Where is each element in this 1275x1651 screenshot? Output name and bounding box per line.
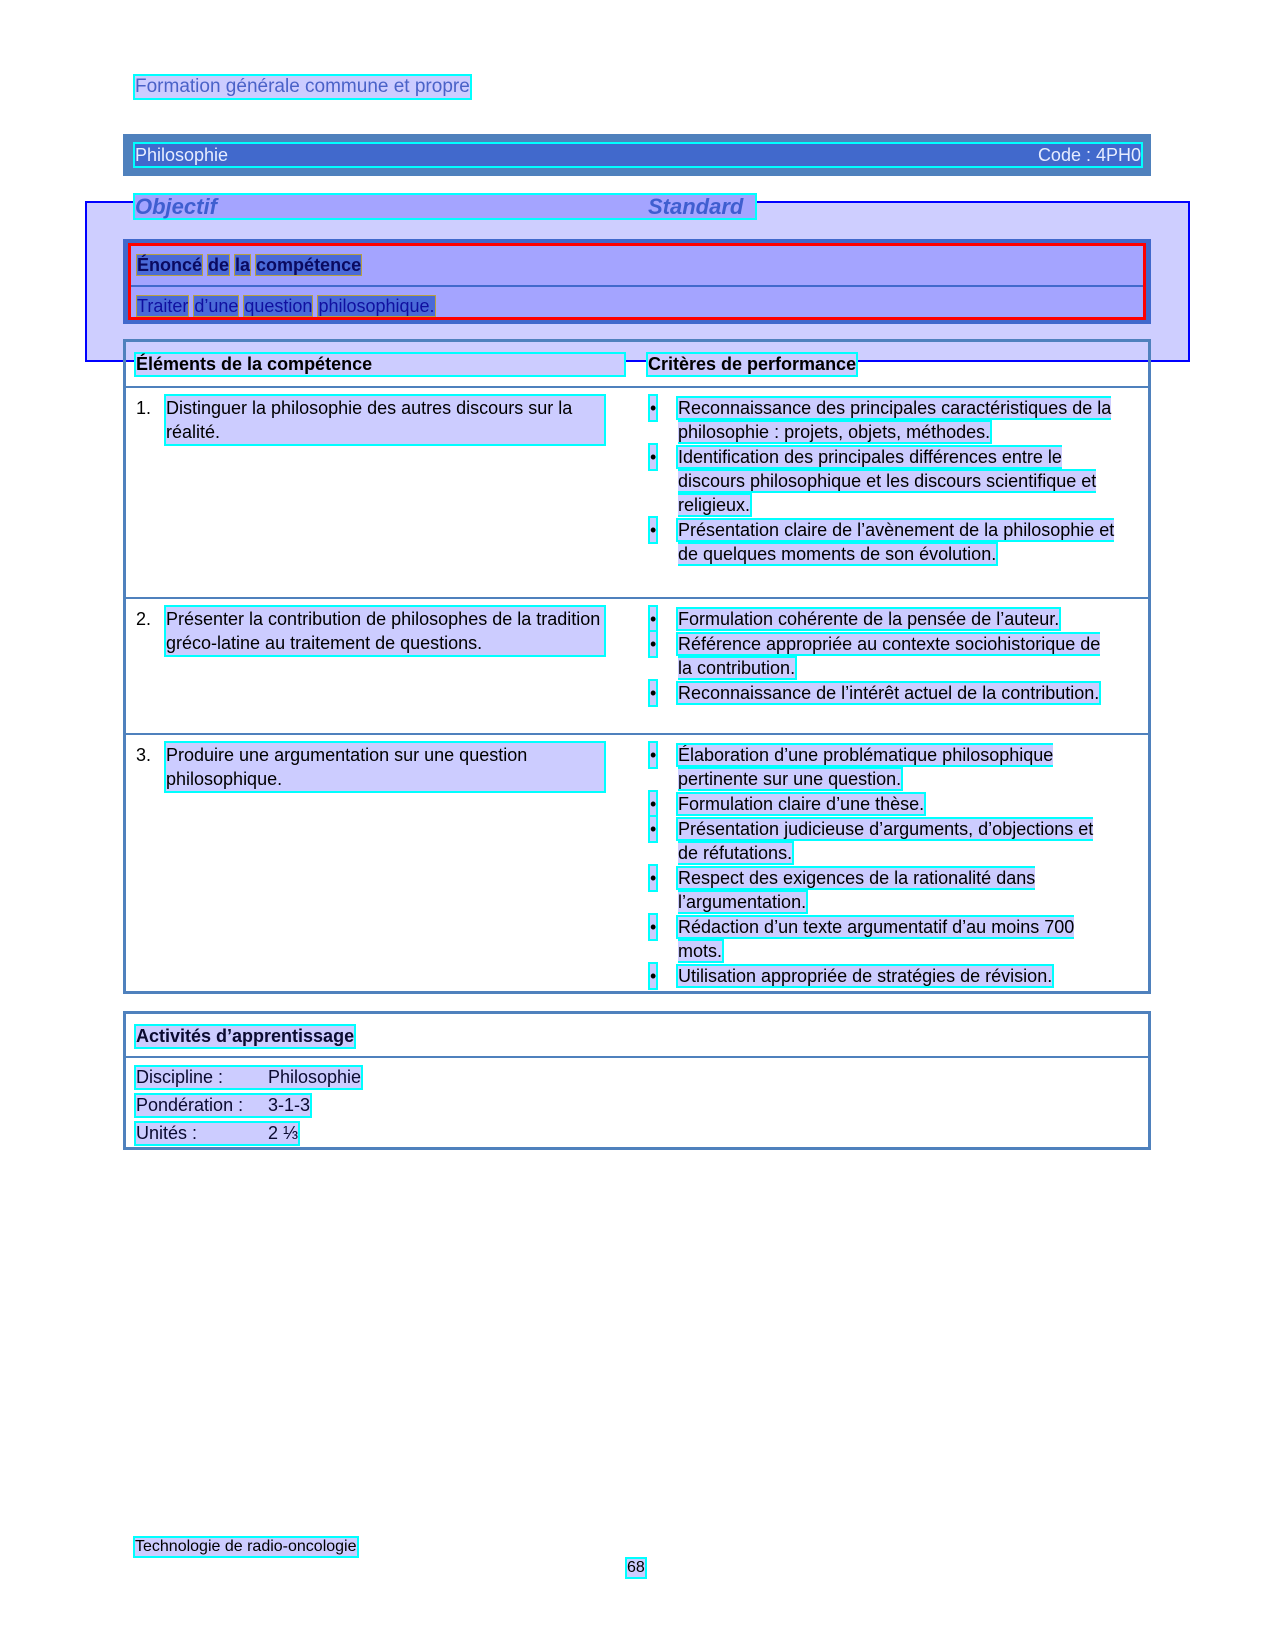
bullet-icon: • <box>650 609 657 629</box>
label: Pondération : <box>136 1095 244 1115</box>
word: philosophique. <box>318 296 435 316</box>
criterion-item <box>648 681 1118 705</box>
word: question <box>244 296 313 316</box>
element-text: Présenter la contribution de philosophes de la tradition gréco-latine au traitement de questions. <box>166 607 604 655</box>
criteria-list <box>648 607 1118 706</box>
word: compétence <box>256 255 362 275</box>
criteria-list <box>648 396 1118 567</box>
element-number: 3. <box>136 745 152 765</box>
criterion-text: Référence appropriée au contexte sociohistorique de la contribution. <box>678 634 1101 678</box>
word: de <box>208 255 230 275</box>
value: 3-1-3 <box>268 1095 311 1115</box>
bullet-icon: • <box>650 520 657 540</box>
competence-box <box>123 239 1151 324</box>
criterion-item <box>648 632 1118 680</box>
bullet-icon: • <box>650 447 657 467</box>
table-row <box>126 733 1148 991</box>
divider <box>126 1056 1148 1058</box>
criterion-text: Reconnaissance des principales caractéristiques de la philosophie : projets, objets, méthodes. <box>678 398 1112 442</box>
criterion-text: Présentation judicieuse d’arguments, d’objections et de réfutations. <box>678 819 1094 863</box>
criterion-item <box>648 396 1118 444</box>
criterion-text: Présentation claire de l’avènement de la philosophie et de quelques moments de son évolution. <box>678 520 1115 564</box>
criterion-text: Formulation claire d’une thèse. <box>678 794 925 814</box>
bullet-icon: • <box>650 634 657 654</box>
bullet-icon: • <box>650 917 657 937</box>
competence-element <box>136 607 604 655</box>
criterion-text: Rédaction d’un texte argumentatif d’au moins 700 mots. <box>678 917 1075 961</box>
bullet-icon: • <box>650 819 657 839</box>
word: Traiter <box>137 296 189 316</box>
activities-box <box>123 1011 1151 1150</box>
criterion-text: Reconnaissance de l’intérêt actuel de la contribution. <box>678 683 1100 703</box>
objective-standard-row <box>135 195 755 218</box>
col-elements: Éléments de la compétence <box>136 354 624 375</box>
bullet-icon: • <box>650 966 657 986</box>
criterion-item <box>648 445 1118 517</box>
criteria-list <box>648 743 1118 989</box>
criterion-item <box>648 518 1118 566</box>
word: d’une <box>194 296 239 316</box>
criterion-item <box>648 817 1118 865</box>
value: Philosophie <box>268 1067 362 1087</box>
criterion-item <box>648 866 1118 914</box>
discipline-line <box>136 1067 361 1088</box>
competence-element <box>136 743 604 791</box>
course-code: Code : 4PH0 <box>1037 145 1141 165</box>
footer-program: Technologie de radio-oncologie <box>135 1538 357 1555</box>
element-text: Distinguer la philosophie des autres discours sur la réalité. <box>166 396 604 444</box>
criterion-item <box>648 915 1118 963</box>
standard-label: Standard <box>648 194 744 219</box>
competence-heading <box>137 255 367 276</box>
bullet-icon: • <box>650 794 657 814</box>
page-number: 68 <box>627 1559 645 1576</box>
bullet-icon: • <box>650 398 657 418</box>
criterion-item <box>648 792 1118 816</box>
objective-label: Objectif <box>135 194 217 219</box>
element-number: 1. <box>136 398 152 418</box>
element-number: 2. <box>136 609 152 629</box>
table-row <box>126 386 1148 599</box>
competence-statement <box>137 296 441 317</box>
units-line <box>136 1123 298 1144</box>
word: Énoncé <box>137 255 203 275</box>
criterion-item <box>648 607 1118 631</box>
col-criteria: Critères de performance <box>648 354 857 374</box>
criterion-text: Formulation cohérente de la pensée de l’auteur. <box>678 609 1060 629</box>
bullet-icon: • <box>650 745 657 765</box>
table-header <box>126 342 1148 388</box>
table-row <box>126 597 1148 735</box>
value: 2 ⅓ <box>268 1123 299 1143</box>
divider <box>131 285 1143 287</box>
element-text: Produire une argumentation sur une question philosophique. <box>166 743 604 791</box>
competence-element <box>136 396 604 444</box>
ponderation-line <box>136 1095 310 1116</box>
bullet-icon: • <box>650 683 657 703</box>
label: Discipline : <box>136 1067 224 1087</box>
criterion-item <box>648 743 1118 791</box>
criterion-text: Respect des exigences de la rationalité dans l’argumentation. <box>678 868 1036 912</box>
criterion-item <box>648 964 1118 988</box>
criterion-text: Utilisation appropriée de stratégies de révision. <box>678 966 1053 986</box>
bullet-icon: • <box>650 868 657 888</box>
section-title: Formation générale commune et propre <box>135 76 470 97</box>
activities-heading: Activités d’apprentissage <box>136 1026 355 1046</box>
word: la <box>235 255 251 275</box>
course-bar <box>123 134 1151 176</box>
competence-table <box>123 339 1151 994</box>
course-name: Philosophie <box>135 145 229 165</box>
criterion-text: Élaboration d’une problématique philosophique pertinente sur une question. <box>678 745 1054 789</box>
criterion-text: Identification des principales différences entre le discours philosophique et les discours scientifique et religieux. <box>678 447 1097 515</box>
label: Unités : <box>136 1123 198 1143</box>
